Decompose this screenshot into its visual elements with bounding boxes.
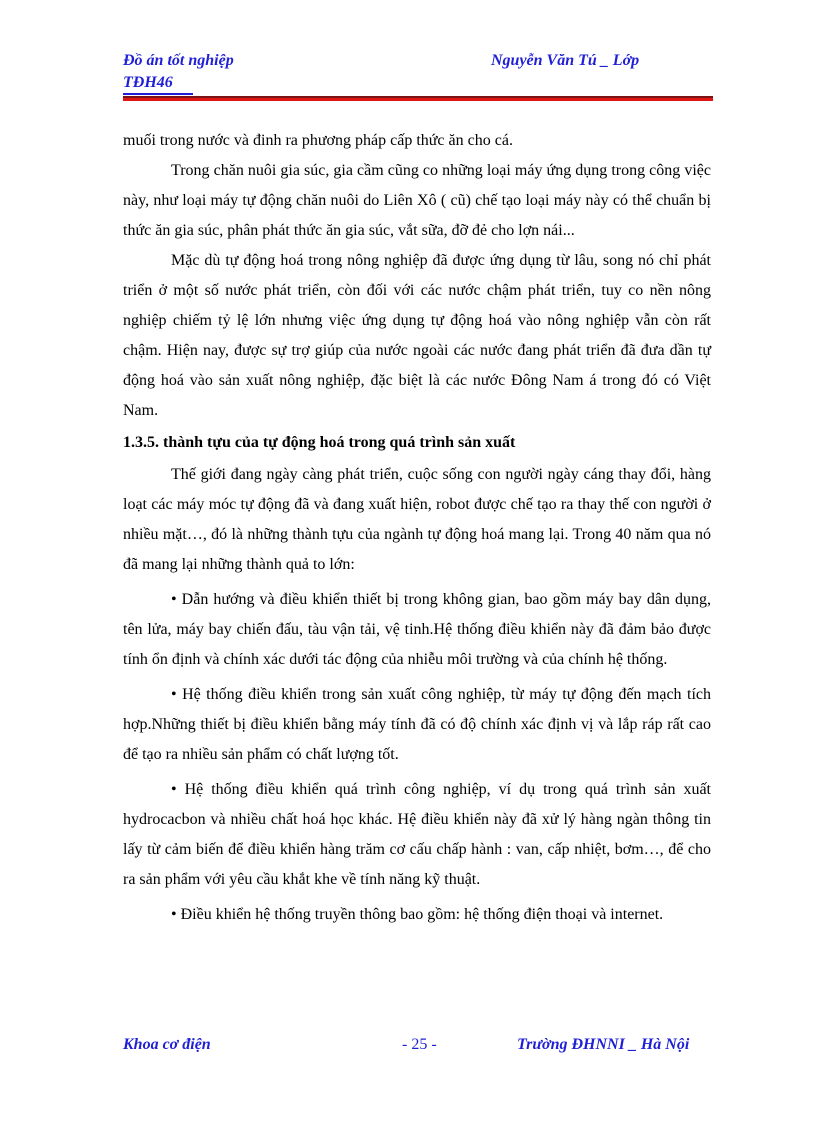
header-author: Nguyễn Văn Tú _ Lớp [491,52,640,69]
header-class-code: TĐH46 [123,74,173,91]
footer-page-number: - 25 - [402,1036,437,1053]
paragraph: muối trong nước và đinh ra phương pháp cấp thức ăn cho cá. [123,132,513,149]
paragraph: Thế giới đang ngày càng phát triển, cuộc sống con người ngày cáng thay đổi, hàng loạt các máy móc tự động đã và đang xuất hiện, robot được chế tạo ra thay thế con người ở nhiều mặt…, đó là những thành tựu của ngành tự động hoá mang lại. Trong 40 năm qua nó đã mang lại những thành quả to lớn: [123,466,711,573]
bullet-item: • Hệ thống điều khiển quá trình công nghiệp, ví dụ trong quá trình sản xuất hydrocacbon và nhiều chất hoá học khác. Hệ điều khiển này đã xử lý hàng ngàn thông tin lấy từ cảm biến để điều khiển hàng trăm cơ cấu chấp hành : van, cấp nhiệt, bơm…, để cho ra sản phẩm với yêu cầu khắt khe về tính năng kỹ thuật. [123,781,711,888]
section-heading: 1.3.5. thành tựu của tự động hoá trong quá trình sản xuất [123,434,516,451]
paragraph: Trong chăn nuôi gia súc, gia cầm cũng co những loại máy ứng dụng trong công việc này, như loại máy tự động chăn nuôi do Liên Xô ( cũ) chế tạo loại máy này có thể chuẩn bị thức ăn gia súc, phân phát thức ăn gia súc, vắt sữa, đỡ đẻ cho lợn nái... [123,162,711,239]
header-left [123,50,234,94]
footer-faculty: Khoa cơ điện [123,1036,211,1053]
paragraph: Mặc dù tự động hoá trong nông nghiệp đã được ứng dụng từ lâu, song nó chỉ phát triển ở một số nước phát triển, còn đối với các nước chậm phát triển, tuy co nền nông nghiệp chiếm tỷ lệ lớn nhưng việc ứng dụng tự động hoá vào nông nghiệp vẫn còn rất chậm. Hiện nay, được sự trợ giúp của nước ngoài các nước đang phát triển đã đưa dần tự động hoá vào sản xuất nông nghiệp, đặc biệt là các nước Đông Nam á trong đó có Việt Nam. [123,252,711,419]
header-rule-red [123,98,713,101]
bullet-item: • Điều khiển hệ thống truyền thông bao gồm: hệ thống điện thoại và internet. [171,906,664,923]
footer-university: Trường ĐHNNI _ Hà Nội [517,1036,690,1053]
bullet-item: • Hệ thống điều khiển trong sản xuất công nghiệp, từ máy tự động đến mạch tích hợp.Những thiết bị điều khiển bằng máy tính đã có độ chính xác định vị và lắp ráp rất cao để tạo ra nhiều sản phẩm có chất lượng tốt. [123,686,711,763]
header-thesis-label: Đồ án tốt nghiệp [123,52,234,69]
header-underline [123,93,193,95]
body-text [123,126,711,935]
bullet-item: • Dẫn hướng và điều khiển thiết bị trong không gian, bao gồm máy bay dân dụng, tên lửa, máy bay chiến đấu, tàu vận tải, vệ tinh.Hệ thống điều khiển này đã đảm bảo được tính ổn định và chính xác dưới tác động của nhiễu môi trường và của chính hệ thống. [123,591,711,668]
